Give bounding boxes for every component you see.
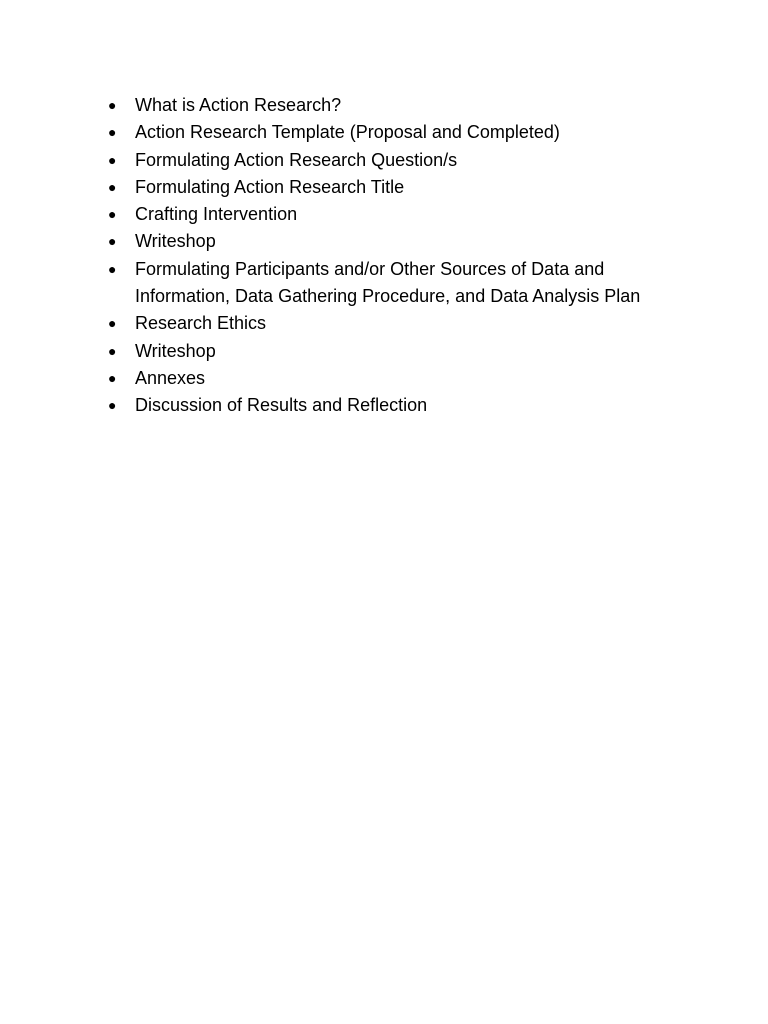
bullet-icon: ●	[108, 97, 117, 113]
list-item	[108, 147, 668, 174]
list-item	[108, 228, 668, 255]
bullet-icon: ●	[108, 342, 117, 359]
list-item-text: Formulating Participants and/or Other Sources of Data and Information, Data Gathering Procedure, and Data Analysis Plan	[135, 258, 641, 307]
bullet-icon: ●	[108, 233, 117, 250]
list-item	[108, 338, 668, 365]
bullet-icon: ●	[108, 124, 117, 141]
list-item	[108, 119, 668, 146]
bullet-icon: ●	[108, 397, 117, 414]
list-item	[108, 256, 668, 311]
topic-bullet-list	[108, 92, 668, 420]
list-item	[108, 365, 668, 392]
list-item-text: Writeshop	[135, 231, 216, 252]
list-item-text: Research Ethics	[135, 313, 267, 334]
bullet-icon: ●	[108, 260, 117, 277]
list-item-text: Formulating Action Research Question/s	[135, 149, 458, 170]
list-item	[108, 201, 668, 228]
bullet-icon: ●	[108, 151, 117, 168]
list-item	[108, 174, 668, 201]
bullet-icon: ●	[108, 206, 117, 223]
list-item-text: Annexes	[135, 367, 206, 388]
list-item-text: What is Action Research?	[135, 95, 342, 115]
list-item-text: Discussion of Results and Reflection	[135, 395, 428, 416]
list-item	[108, 92, 668, 119]
list-item	[108, 392, 668, 419]
bullet-icon: ●	[108, 369, 117, 386]
list-item-text: Formulating Action Research Title	[135, 176, 405, 197]
list-item-text: Crafting Intervention	[135, 204, 298, 225]
bullet-icon: ●	[108, 315, 117, 332]
bullet-icon: ●	[108, 178, 117, 195]
list-item	[108, 310, 668, 337]
list-item-text: Action Research Template (Proposal and Completed)	[135, 122, 560, 143]
list-item-text: Writeshop	[135, 340, 216, 361]
